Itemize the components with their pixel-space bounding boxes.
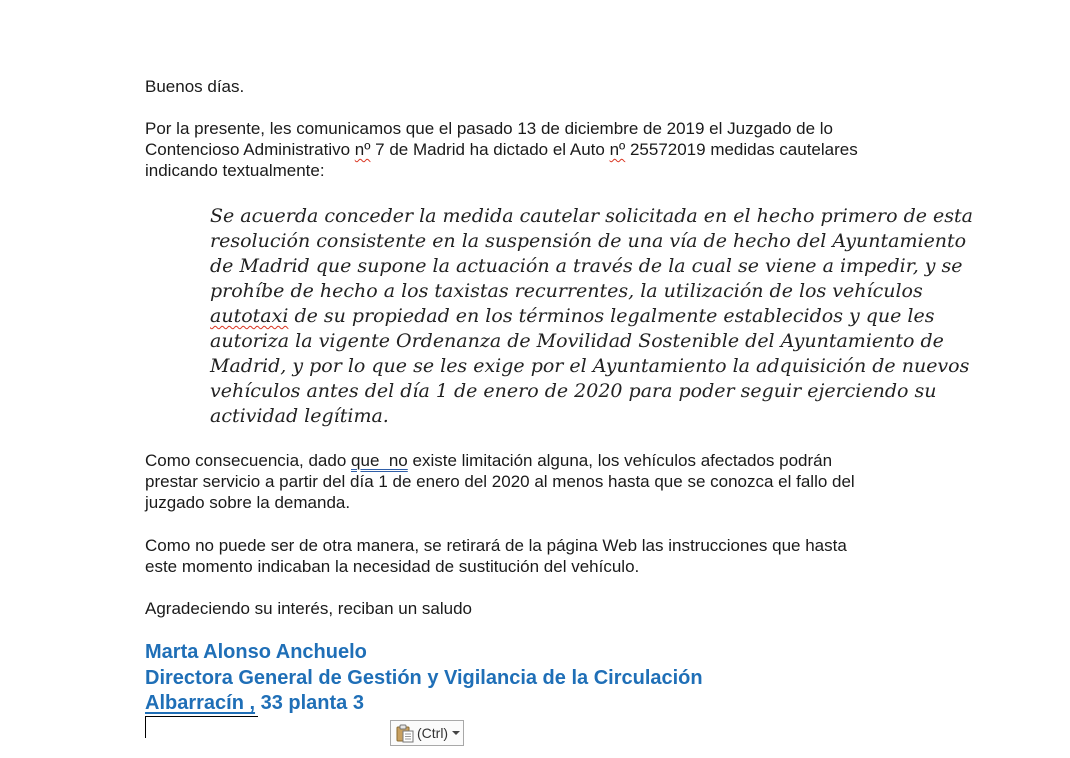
intro-paragraph bbox=[145, 118, 935, 181]
greeting: Buenos días. bbox=[145, 77, 245, 96]
spelling-mark[interactable]: nº bbox=[354, 140, 371, 159]
signature-role: Directora General de Gestión y Vigilancia de la Circulación bbox=[145, 667, 703, 689]
closing-line: Agradeciendo su interés, reciban un saludo bbox=[145, 599, 472, 618]
signature-address: Albarracín , 33 planta 3 bbox=[145, 692, 364, 714]
spelling-mark[interactable]: autotaxi bbox=[210, 305, 289, 327]
intro-line-1: Por la presente, les comunicamos que el pasado 13 de diciembre de 2019 el Juzgado de lo bbox=[145, 119, 833, 138]
intro-line-2: Contencioso Administrativo nº 7 de Madrid ha dictado el Auto nº 25572019 medidas cautelares bbox=[145, 140, 858, 159]
paste-options-button[interactable] bbox=[390, 720, 464, 746]
clipboard-icon bbox=[395, 723, 415, 743]
signature-name: Marta Alonso Anchuelo bbox=[145, 641, 367, 663]
text-cursor bbox=[145, 716, 146, 738]
spelling-mark[interactable]: nº bbox=[609, 140, 626, 159]
grammar-mark[interactable]: que no bbox=[351, 451, 408, 470]
removal-paragraph: Como no puede ser de otra manera, se retirará de la página Web las instrucciones que hasta este momento indicaban la necesidad de sustitución del vehículo. bbox=[145, 536, 847, 576]
consequence-paragraph: Como consecuencia, dado que no existe limitación alguna, los vehículos afectados podrán prestar servicio a partir del día 1 de enero del 2020 al menos hasta que se conozca el fallo del juzgado sobre la demanda. bbox=[145, 451, 855, 512]
chevron-down-icon bbox=[452, 731, 460, 735]
selection-edge bbox=[146, 716, 258, 717]
paste-shortcut-label: (Ctrl) bbox=[417, 725, 449, 741]
address-street-link[interactable]: Albarracín , bbox=[145, 692, 256, 714]
intro-line-3: indicando textualmente: bbox=[145, 161, 325, 180]
court-quote: Se acuerda conceder la medida cautelar solicitada en el hecho primero de esta resolución consistente en la suspensión de una vía de hecho del Ayuntamiento de Madrid que supone la actuación a través de la cual se viene a impedir, y se prohíbe de hecho a los taxistas recurrentes, la utilización de los vehículos autotaxi de su propiedad en los términos legalmente establecidos y que les autoriza la vigente Ordenanza de Movilidad Sostenible del Ayuntamiento de Madrid, y por lo que se les exige por el Ayuntamiento la adquisición de nuevos vehículos antes del día 1 de enero de 2020 para poder seguir ejerciendo su actividad legítima. bbox=[210, 205, 973, 427]
